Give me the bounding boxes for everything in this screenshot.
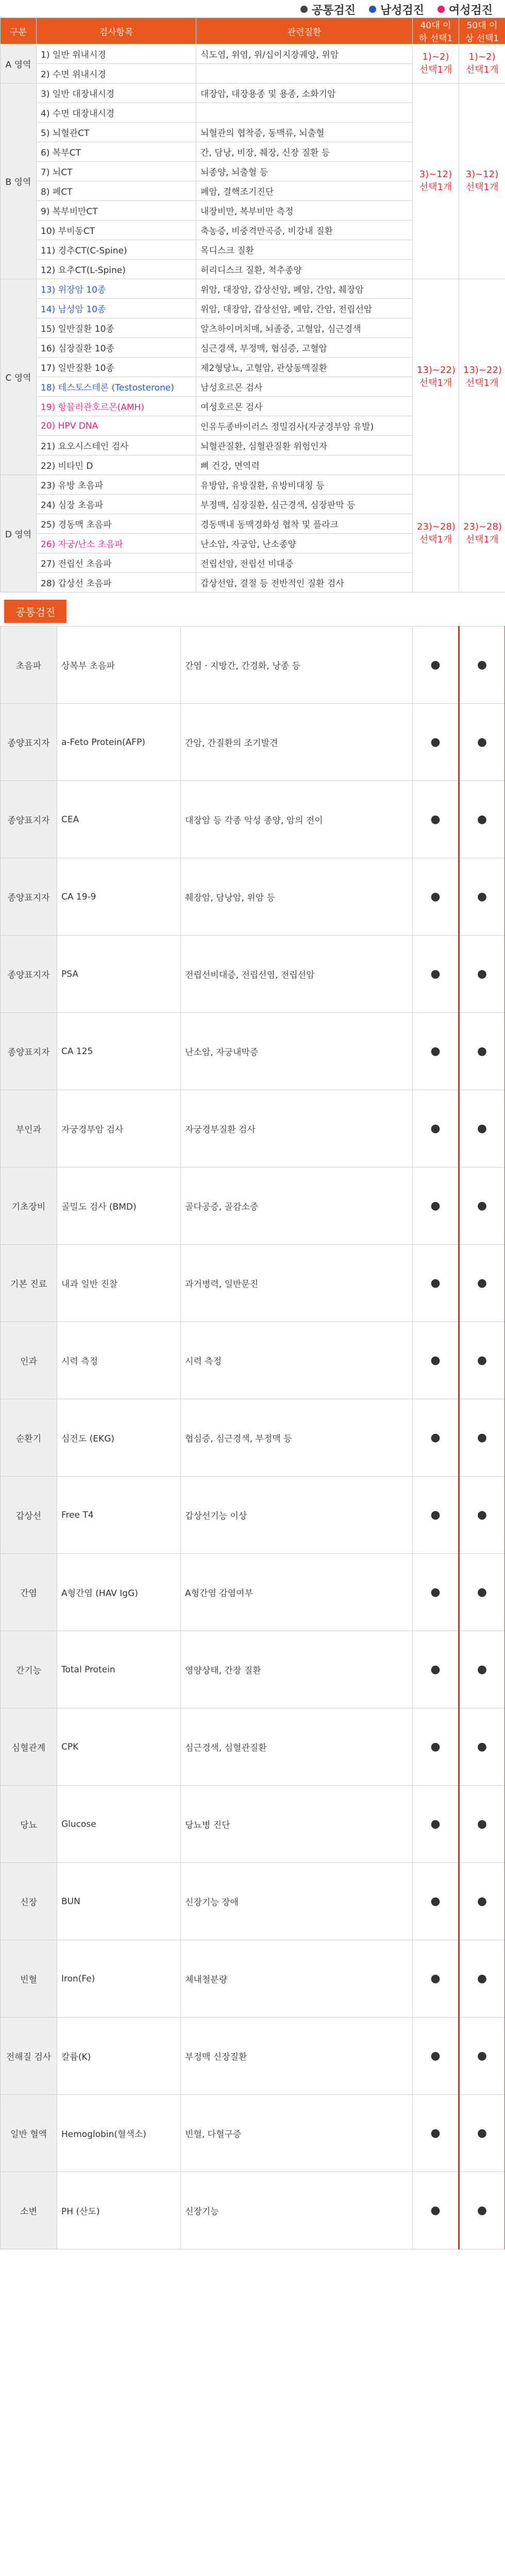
item-cell: 6) 복부CT [37, 142, 196, 162]
table-row [1, 475, 505, 495]
cell: 간염 · 지방간, 간경화, 낭종 등 [181, 626, 413, 704]
cell: 당뇨병 진단 [181, 1786, 413, 1863]
table-row [1, 704, 505, 781]
check-mark: ● [413, 704, 459, 781]
cell: 갑상선 [1, 1477, 57, 1554]
item-cell: 7) 뇌CT [37, 162, 196, 181]
cell: 기초장비 [1, 1167, 57, 1245]
cell: 종양표지자 [1, 936, 57, 1013]
check-mark: ● [459, 1399, 505, 1477]
cell: BUN [57, 1863, 181, 1940]
header-cell: 검사항목 [37, 18, 196, 44]
check-mark: ● [459, 1245, 505, 1322]
cell: CA 19-9 [57, 858, 181, 936]
cell: 심전도 (EKG) [57, 1399, 181, 1477]
check-mark: ● [459, 781, 505, 858]
disease-cell: 허리디스크 질환, 척추종양 [196, 260, 413, 279]
disease-cell: 난소암, 자궁암, 난소종양 [196, 534, 413, 553]
table-row [1, 2172, 505, 2249]
cell: 종양표지자 [1, 858, 57, 936]
disease-cell: 인유두종바이러스 정밀검사(자궁경부암 유발) [196, 416, 413, 436]
disease-cell: 폐암, 결핵조기진단 [196, 181, 413, 201]
check-mark: ● [413, 2095, 459, 2172]
cell: 체내철분량 [181, 1940, 413, 2018]
cell: 전립선비대증, 전립선염, 전립선암 [181, 936, 413, 1013]
disease-cell: 내장비만, 복부비만 측정 [196, 201, 413, 221]
disease-cell: 제2형당뇨, 고혈압, 관상동맥질환 [196, 358, 413, 377]
cell: 대장암 등 각종 악성 종양, 암의 전이 [181, 781, 413, 858]
item-cell: 27) 전립선 초음파 [37, 553, 196, 573]
check-mark: ● [459, 2018, 505, 2095]
table-row [1, 1554, 505, 1631]
common-exam-table [0, 626, 505, 2249]
table-row [1, 1477, 505, 1554]
cell: 빈혈 [1, 1940, 57, 2018]
disease-cell: 유방암, 유방질환, 유방비대칭 등 [196, 475, 413, 495]
table-row [1, 279, 505, 299]
check-mark: ● [459, 1554, 505, 1631]
table-row [1, 1940, 505, 2018]
cell: 부정맥 신장질환 [181, 2018, 413, 2095]
cell: 일반 혈액 [1, 2095, 57, 2172]
table-row [1, 1167, 505, 1245]
section-title: 공통검진 [4, 600, 66, 623]
selection-cell: 13)~22) 선택1개 [459, 279, 505, 475]
cell: CA 125 [57, 1013, 181, 1090]
selection-cell: 23)~28) 선택1개 [459, 475, 505, 592]
table-row [1, 1708, 505, 1786]
cell: 내과 일반 진찰 [57, 1245, 181, 1322]
cell: 순환기 [1, 1399, 57, 1477]
selection-table [0, 18, 505, 592]
cell: Free T4 [57, 1477, 181, 1554]
selection-cell: 1)~2) 선택1개 [413, 44, 459, 83]
check-mark: ● [459, 1013, 505, 1090]
disease-cell: 알츠하이머치매, 뇌졸중, 고혈압, 심근경색 [196, 318, 413, 338]
table-row [1, 1631, 505, 1708]
table-row [1, 44, 505, 64]
group-cell: A 영역 [1, 44, 37, 83]
cell: Hemoglobin(혈색소) [57, 2095, 181, 2172]
item-cell: 18) 테스토스테론 (Testosterone) [37, 377, 196, 397]
cell: CEA [57, 781, 181, 858]
cell: 갑상선기능 이상 [181, 1477, 413, 1554]
item-cell: 28) 갑상선 초음파 [37, 573, 196, 592]
cell: a-Feto Protein(AFP) [57, 704, 181, 781]
cell: Glucose [57, 1786, 181, 1863]
cell: Iron(Fe) [57, 1940, 181, 2018]
check-mark: ● [413, 1554, 459, 1631]
check-mark: ● [413, 1708, 459, 1786]
selection-cell: 1)~2) 선택1개 [459, 44, 505, 83]
check-mark: ● [459, 1786, 505, 1863]
check-mark: ● [459, 858, 505, 936]
group-cell: D 영역 [1, 475, 37, 592]
item-cell: 10) 부비동CT [37, 221, 196, 240]
check-mark: ● [459, 1167, 505, 1245]
disease-cell: 뇌혈관의 협착증, 동맥류, 뇌출혈 [196, 123, 413, 142]
cell: 간기능 [1, 1631, 57, 1708]
table-row [1, 1863, 505, 1940]
disease-cell: 경동맥내 동맥경화성 협착 및 플라크 [196, 514, 413, 534]
item-cell: 12) 요추CT(L-Spine) [37, 260, 196, 279]
check-mark: ● [459, 1940, 505, 2018]
disease-cell: 위암, 대장암, 갑상선암, 폐암, 간암, 전립선암 [196, 299, 413, 318]
cell: 영양상태, 간장 질환 [181, 1631, 413, 1708]
cell: 종양표지자 [1, 704, 57, 781]
check-mark: ● [459, 2095, 505, 2172]
cell: 난소암, 자궁내막증 [181, 1013, 413, 1090]
cell: CPK [57, 1708, 181, 1786]
item-cell: 25) 경동맥 초음파 [37, 514, 196, 534]
disease-cell: 뼈 건강, 면역력 [196, 455, 413, 475]
check-mark: ● [413, 2172, 459, 2249]
cell: 협심증, 심근경색, 부정맥 등 [181, 1399, 413, 1477]
group-cell: B 영역 [1, 83, 37, 279]
cell: 신장 [1, 1863, 57, 1940]
disease-cell: 위암, 대장암, 갑상선암, 폐암, 간암, 췌장암 [196, 279, 413, 299]
cell: PH (산도) [57, 2172, 181, 2249]
table-row [1, 626, 505, 704]
check-mark: ● [459, 1322, 505, 1399]
disease-cell: 뇌혈관질환, 심혈관질환 위험인자 [196, 436, 413, 455]
disease-cell: 축농증, 비중격만곡증, 비강내 질환 [196, 221, 413, 240]
check-mark: ● [459, 1863, 505, 1940]
disease-cell: 뇌종양, 뇌출혈 등 [196, 162, 413, 181]
disease-cell: 식도염, 위염, 위/십이지장궤양, 위암 [196, 44, 413, 64]
disease-cell: 대장암, 대장용종 및 용종, 소화기암 [196, 83, 413, 103]
cell: 상복부 초음파 [57, 626, 181, 704]
item-cell: 11) 경추CT(C-Spine) [37, 240, 196, 260]
disease-cell: 남성호르몬 검사 [196, 377, 413, 397]
cell: PSA [57, 936, 181, 1013]
table-row [1, 1399, 505, 1477]
cell: 기본 진료 [1, 1245, 57, 1322]
header-cell: 관련질환 [196, 18, 413, 44]
check-mark: ● [413, 1863, 459, 1940]
cell: 시력 측정 [181, 1322, 413, 1399]
item-cell: 4) 수면 대장내시경 [37, 103, 196, 123]
cell: Total Protein [57, 1631, 181, 1708]
cell: 종양표지자 [1, 1013, 57, 1090]
item-cell: 1) 일반 위내시경 [37, 44, 196, 64]
cell: 골밀도 검사 (BMD) [57, 1167, 181, 1245]
table-row [1, 1245, 505, 1322]
legend-male: 남성검진 [369, 4, 424, 14]
cell: 시력 측정 [57, 1322, 181, 1399]
item-cell: 15) 일반질환 10종 [37, 318, 196, 338]
check-mark: ● [413, 1399, 459, 1477]
cell: 종양표지자 [1, 781, 57, 858]
check-mark: ● [413, 626, 459, 704]
cell: 심혈관계 [1, 1708, 57, 1786]
table-row [1, 83, 505, 103]
disease-cell [196, 64, 413, 83]
check-mark: ● [413, 1167, 459, 1245]
cell: 칼륨(K) [57, 2018, 181, 2095]
cell: A형간염 (HAV IgG) [57, 1554, 181, 1631]
check-mark: ● [413, 2018, 459, 2095]
check-mark: ● [413, 1013, 459, 1090]
cell: 자궁경부암 검사 [57, 1090, 181, 1167]
cell: 초음파 [1, 626, 57, 704]
item-cell: 24) 심장 초음파 [37, 495, 196, 514]
check-mark: ● [413, 1940, 459, 2018]
item-cell: 23) 유방 초음파 [37, 475, 196, 495]
selection-cell: 23)~28) 선택1개 [413, 475, 459, 592]
cell: 빈혈, 다혈구증 [181, 2095, 413, 2172]
disease-cell [196, 103, 413, 123]
check-mark: ● [413, 936, 459, 1013]
disease-cell: 여성호르몬 검사 [196, 397, 413, 416]
item-cell: 16) 심장질환 10종 [37, 338, 196, 358]
check-mark: ● [459, 1708, 505, 1786]
disease-cell: 목디스크 질환 [196, 240, 413, 260]
item-cell: 22) 비타민 D [37, 455, 196, 475]
item-cell: 8) 폐CT [37, 181, 196, 201]
check-mark: ● [459, 2172, 505, 2249]
cell: 간염 [1, 1554, 57, 1631]
legend-basic: 공통검진 [300, 4, 356, 14]
group-cell: C 영역 [1, 279, 37, 475]
check-mark: ● [413, 781, 459, 858]
check-mark: ● [413, 1090, 459, 1167]
item-cell: 17) 일반질환 10종 [37, 358, 196, 377]
table-row [1, 1786, 505, 1863]
cell: 인과 [1, 1322, 57, 1399]
item-cell: 14) 남성암 10종 [37, 299, 196, 318]
disease-cell: 갑상선암, 결절 등 전반적인 질환 검사 [196, 573, 413, 592]
check-mark: ● [413, 1245, 459, 1322]
table-row [1, 858, 505, 936]
header-cell: 40대 이하 선택1 [413, 18, 459, 44]
table-row [1, 2018, 505, 2095]
table-row [1, 1090, 505, 1167]
cell: 간암, 간질환의 조기발견 [181, 704, 413, 781]
table-row [1, 781, 505, 858]
header-cell: 50대 이상 선택1 [459, 18, 505, 44]
cell: 소변 [1, 2172, 57, 2249]
legend-female: 여성검진 [437, 4, 493, 14]
table-row [1, 2095, 505, 2172]
item-cell: 3) 일반 대장내시경 [37, 83, 196, 103]
item-cell: 9) 복부비만CT [37, 201, 196, 221]
item-cell: 20) HPV DNA [37, 416, 196, 436]
legend [0, 0, 505, 18]
cell: 신장기능 장애 [181, 1863, 413, 1940]
check-mark: ● [459, 1631, 505, 1708]
cell: 심근경색, 심혈관질환 [181, 1708, 413, 1786]
selection-cell: 13)~22) 선택1개 [413, 279, 459, 475]
check-mark: ● [459, 1477, 505, 1554]
check-mark: ● [459, 626, 505, 704]
cell: 과거병력, 일반문진 [181, 1245, 413, 1322]
item-cell: 19) 항뮬러관호르몬(AMH) [37, 397, 196, 416]
disease-cell: 부정맥, 심장질환, 심근경색, 심장판막 등 [196, 495, 413, 514]
cell: A형간염 감염여부 [181, 1554, 413, 1631]
item-cell: 5) 뇌혈관CT [37, 123, 196, 142]
check-mark: ● [413, 1322, 459, 1399]
cell: 췌장암, 담낭암, 위암 등 [181, 858, 413, 936]
item-cell: 13) 위장암 10종 [37, 279, 196, 299]
cell: 신장기능 [181, 2172, 413, 2249]
check-mark: ● [413, 1631, 459, 1708]
header-cell: 구분 [1, 18, 37, 44]
check-mark: ● [459, 936, 505, 1013]
cell: 당뇨 [1, 1786, 57, 1863]
check-mark: ● [459, 704, 505, 781]
table-row [1, 936, 505, 1013]
table-row [1, 1322, 505, 1399]
selection-cell: 3)~12) 선택1개 [413, 83, 459, 279]
item-cell: 26) 자궁/난소 초음파 [37, 534, 196, 553]
cell: 부인과 [1, 1090, 57, 1167]
disease-cell: 심근경색, 부정맥, 협심증, 고혈압 [196, 338, 413, 358]
item-cell: 21) 요오시스테인 검사 [37, 436, 196, 455]
cell: 전해질 검사 [1, 2018, 57, 2095]
check-mark: ● [413, 858, 459, 936]
disease-cell: 전립선암, 전립선 비대증 [196, 553, 413, 573]
item-cell: 2) 수면 위내시경 [37, 64, 196, 83]
check-mark: ● [459, 1090, 505, 1167]
disease-cell: 간, 담낭, 비장, 췌장, 신장 질환 등 [196, 142, 413, 162]
table-row [1, 1013, 505, 1090]
selection-cell: 3)~12) 선택1개 [459, 83, 505, 279]
check-mark: ● [413, 1477, 459, 1554]
check-mark: ● [413, 1786, 459, 1863]
cell: 자궁경부질환 검사 [181, 1090, 413, 1167]
cell: 골다공증, 골감소증 [181, 1167, 413, 1245]
